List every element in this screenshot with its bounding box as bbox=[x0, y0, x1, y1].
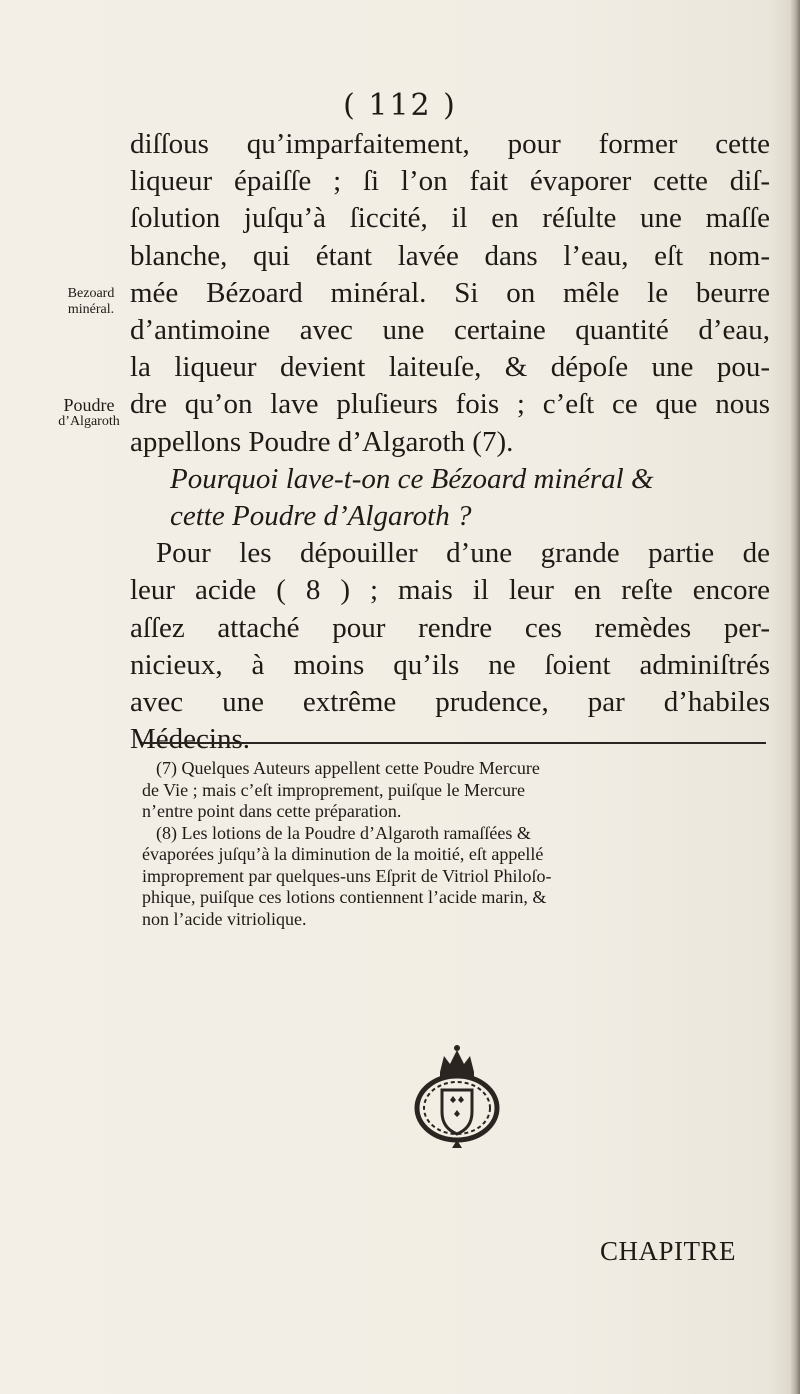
answer-line: Médecins. bbox=[130, 723, 250, 756]
catchword: CHAPITRE bbox=[600, 1236, 737, 1266]
text-line: ſolution juſqu’à ſiccité, il en réſulte une maſſe bbox=[130, 202, 770, 235]
footnote-line: (8) Les lotions de la Poudre d’Algaroth ramaſſées & bbox=[156, 822, 531, 843]
main-text bbox=[130, 126, 770, 758]
text-line: la liqueur devient laiteuſe, & dépoſe une pou- bbox=[130, 351, 770, 384]
footnote-line: évaporées juſqu’à la diminution de la moitié, eſt appellé bbox=[142, 844, 544, 864]
footnotes bbox=[142, 758, 772, 930]
footnote-line: phique, puiſque ces lotions contiennent l’acide marin, & bbox=[142, 887, 547, 907]
text-line: dre qu’on lave pluſieurs fois ; c’eſt ce que nous bbox=[130, 388, 770, 421]
question-line: cette Poudre d’Algaroth ? bbox=[170, 500, 472, 533]
footnote-line: non l’acide vitriolique. bbox=[142, 908, 307, 929]
text-line: appellons Poudre d’Algaroth (7). bbox=[130, 425, 514, 458]
margin-note-line: d’Algaroth bbox=[58, 414, 120, 429]
margin-note-bezoard bbox=[56, 286, 126, 318]
footnote-line: (7) Quelques Auteurs appellent cette Poudre Mercure bbox=[156, 758, 540, 778]
question-line: Pourquoi lave-t-on ce Bézoard minéral & bbox=[170, 462, 654, 495]
text-line: blanche, qui étant lavée dans l’eau, eſt nom- bbox=[130, 239, 770, 272]
text-line: liqueur épaiſſe ; ſi l’on fait évaporer cette diſ- bbox=[130, 165, 770, 198]
answer-line: aſſez attaché pour rendre ces remèdes per- bbox=[130, 611, 770, 644]
page-edge-shadow bbox=[790, 0, 800, 1394]
margin-note-line: Bezoard bbox=[67, 286, 115, 301]
answer-line: Pour les dépouiller d’une grande partie de bbox=[156, 537, 770, 570]
footnote-line: n’entre point dans cette préparation. bbox=[142, 801, 402, 821]
answer-line: avec une extrême prudence, par d’habiles bbox=[130, 686, 770, 719]
answer-line: nicieux, à moins qu’ils ne ſoient adminiſtrés bbox=[130, 648, 770, 681]
footnote-line: improprement par quelques-uns Eſprit de Vitriol Philoſo- bbox=[142, 865, 552, 886]
text-line: diſſous qu’imparfaitement, pour former cette bbox=[130, 128, 770, 160]
margin-note-line: Poudre bbox=[63, 395, 115, 415]
footnote-rule bbox=[142, 742, 766, 744]
page-number: ( 112 ) bbox=[343, 88, 457, 123]
margin-note-poudre bbox=[52, 396, 126, 430]
text-line: mée Bézoard minéral. Si on mêle le beurre bbox=[130, 276, 770, 309]
text-line: d’antimoine avec une certaine quantité d’eau, bbox=[130, 314, 770, 347]
royal-crest-ornament-icon bbox=[410, 1042, 504, 1152]
footnote-line: de Vie ; mais c’eſt improprement, puiſque le Mercure bbox=[142, 779, 525, 800]
answer-line: leur acide ( 8 ) ; mais il leur en reſte encore bbox=[130, 574, 770, 607]
margin-note-line: minéral. bbox=[67, 302, 115, 317]
